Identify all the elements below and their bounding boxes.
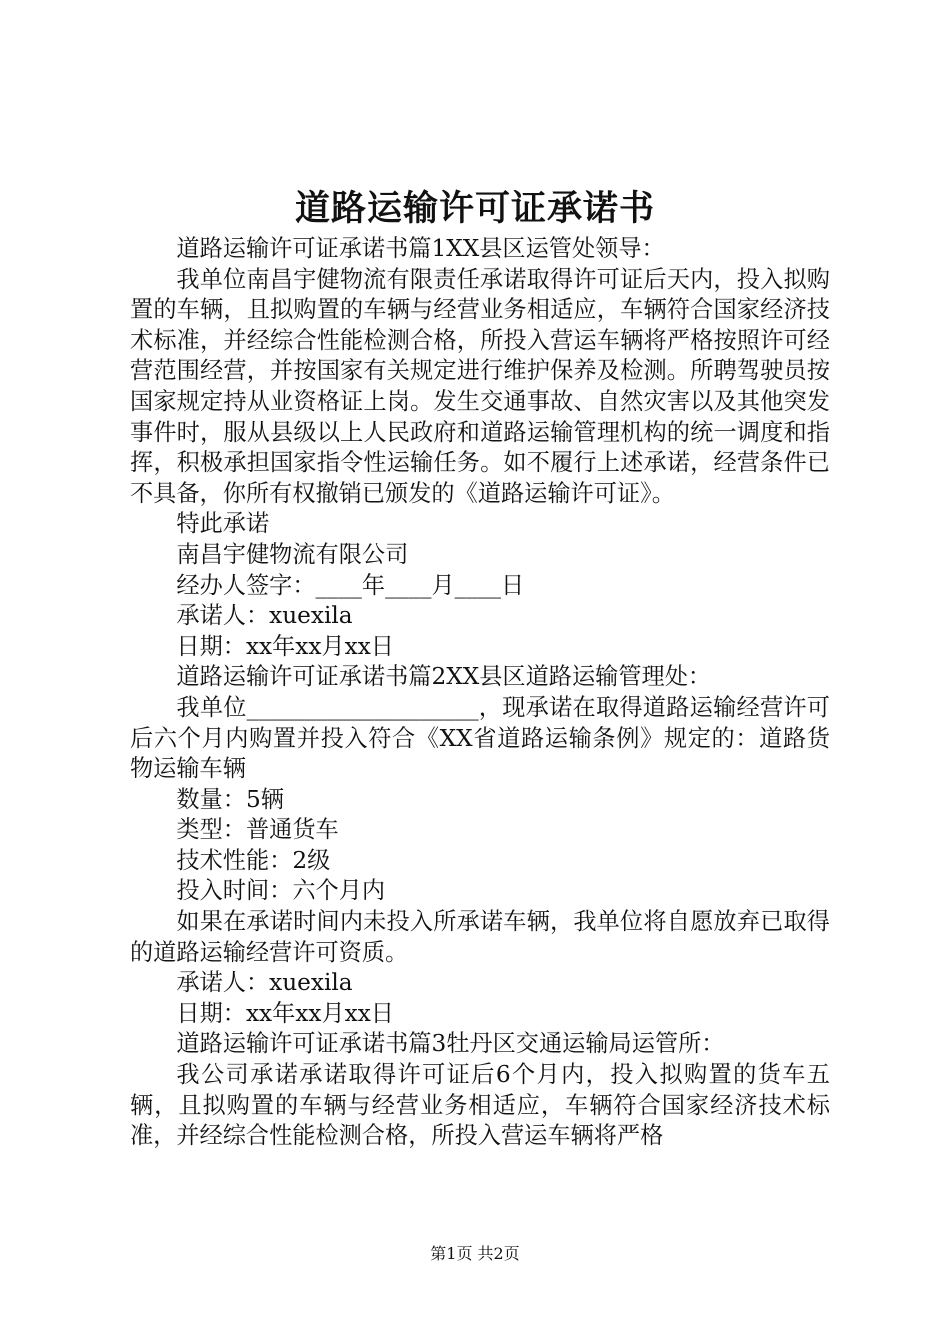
- paragraph-15: 承诺人：xuexila: [176, 969, 353, 997]
- paragraph-17: 道路运输许可证承诺书篇3牡丹区交通运输局运管所：: [176, 1030, 725, 1058]
- paragraph-11: 类型：普通货车: [176, 816, 339, 844]
- paragraph-2: 我单位南昌宇健物流有限责任承诺取得许可证后天内，投入拟购置的车辆，且拟购置的车辆与经营业务相适应，车辆符合国家经济技术标准，并经综合性能检测合格，所投入营运车辆将严格按照许可经营范围经营，并按国家有关规定进行维护保养及检测。所聘驾驶员按国家规定持从业资格证上岗。发生交通事故、自然灾害以及其他突发事件时，服从县级以上人民政府和道路运输管理机构的统一调度和指挥，积极承担国家指令性运输任务。如不履行上述承诺，经营条件已不具备，你所有权撤销已颁发的《道路运输许可证》。: [130, 265, 830, 507]
- document-title: 道路运输许可证承诺书: [294, 189, 655, 229]
- document-body: [130, 234, 830, 1152]
- paragraph-13: 投入时间：六个月内: [176, 877, 386, 905]
- paragraph-8: 道路运输许可证承诺书篇2XX县区道路运输管理处：: [176, 663, 712, 691]
- paragraph-3: 特此承诺: [176, 510, 270, 538]
- paragraph-16: 日期：xx年xx月xx日: [176, 999, 394, 1027]
- paragraph-7: 日期：xx年xx月xx日: [176, 632, 394, 660]
- paragraph-14: 如果在承诺时间内未投入所承诺车辆，我单位将自愿放弃已取得的道路运输经营许可资质。: [130, 908, 830, 966]
- paragraph-1: 道路运输许可证承诺书篇1XX县区运管处领导：: [176, 235, 665, 262]
- paragraph-18: 我公司承诺承诺取得许可证后6个月内，投入拟购置的货车五辆，且拟购置的车辆与经营业务相适应，车辆符合国家经济技术标准，并经综合性能检测合格，所投入营运车辆将严格: [130, 1061, 830, 1150]
- paragraph-5: 经办人签字：____年____月____日: [176, 571, 525, 599]
- paragraph-6: 承诺人：xuexila: [176, 602, 353, 630]
- page-footer: 第1页 共2页: [430, 1244, 520, 1263]
- paragraph-10: 数量：5辆: [176, 785, 284, 813]
- paragraph-4: 南昌宇健物流有限公司: [176, 540, 409, 568]
- paragraph-12: 技术性能：2级: [176, 846, 331, 874]
- paragraph-9: 我单位____________________，现承诺在取得道路运输经营许可后六个月内购置并投入符合《XX省道路运输条例》规定的：道路货物运输车辆: [130, 693, 830, 783]
